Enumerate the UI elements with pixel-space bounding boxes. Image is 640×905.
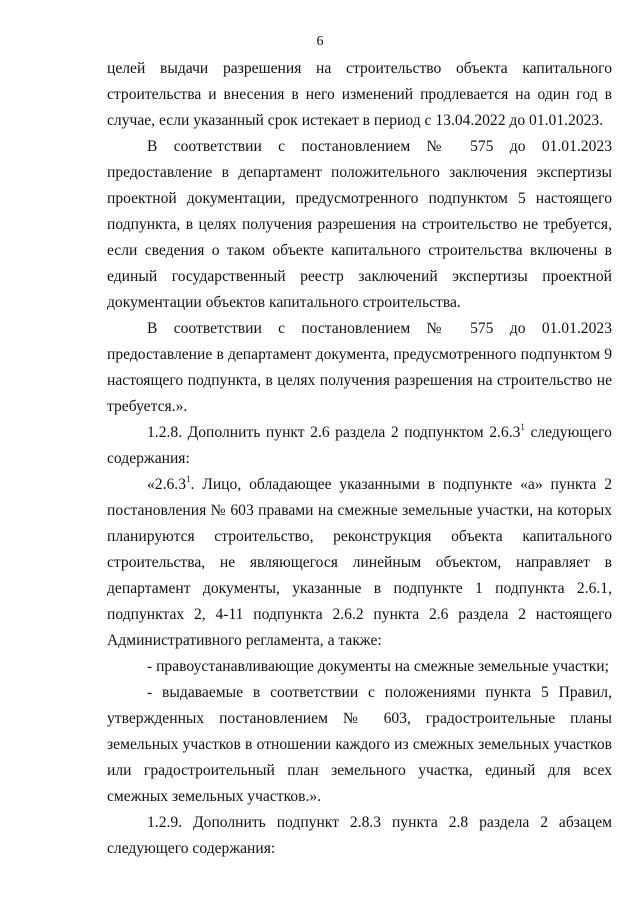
paragraph-text: следующего содержания: xyxy=(107,424,612,467)
paragraph-text: В соответствии с постановлением № 575 до 01.01.2023 предоставление в департамент положительного заключения экспертизы проектной документации, предусмотренного подпунктом 5 настоящего подпункта, в целях получения разрешения на строительство не требуется, если сведения о таком объекте капитального строительства включены в единый государственный реестр заключений экспертизы проектной документации объектов капитального строительства. xyxy=(107,138,612,311)
paragraph-p7 xyxy=(107,680,612,810)
superscript: 1 xyxy=(520,421,525,432)
paragraph-text: - правоустанавливающие документы на смежные земельные участки; xyxy=(147,658,609,675)
paragraph-p2 xyxy=(107,134,612,316)
paragraph-text: целей выдачи разрешения на строительство объекта капитального строительства и внесения в него изменений продлевается на один год в случае, если указанный срок истекает в период с 13.04.2022 до 01.01.2023. xyxy=(107,60,612,129)
paragraph-p3 xyxy=(107,316,612,420)
paragraph-text: - выдаваемые в соответствии с положениями пункта 5 Правил, утвержденных постановлением № 603, градостроительные планы земельных участков в отношении каждого из смежных земельных участков или градостроительный план земельного участка, единый для всех смежных земельных участков.». xyxy=(107,684,612,805)
paragraph-p4 xyxy=(107,420,612,472)
paragraph-text: . Лицо, обладающее указанными в подпункте «а» пункта 2 постановления № 603 правами на смежные земельные участки, на которых планируются строительство, реконструкция объекта капитального строительства, не являющегося линейным объектом, направляет в департамент документы, указанные в подпункте 1 подпункта 2.6.1, подпунктах 2, 4-11 подпункта 2.6.2 пункта 2.6 раздела 2 настоящего Административного регламента, а также: xyxy=(107,476,612,649)
paragraph-text: «2.6.3 xyxy=(147,476,186,493)
paragraph-p8 xyxy=(107,810,612,862)
document-body xyxy=(107,56,612,862)
page-number: 6 xyxy=(316,34,324,49)
paragraph-p5 xyxy=(107,472,612,654)
paragraph-text: В соответствии с постановлением № 575 до 01.01.2023 предоставление в департамент документа, предусмотренного подпунктом 9 настоящего подпункта, в целях получения разрешения на строительство не требуется.». xyxy=(107,320,612,415)
paragraph-p6 xyxy=(107,654,612,680)
paragraph-text: 1.2.9. Дополнить подпункт 2.8.3 пункта 2.8 раздела 2 абзацем следующего содержания: xyxy=(107,814,612,857)
paragraph-p1 xyxy=(107,56,612,134)
paragraph-text: 1.2.8. Дополнить пункт 2.6 раздела 2 подпунктом 2.6.3 xyxy=(147,424,521,441)
superscript: 1 xyxy=(185,473,191,484)
